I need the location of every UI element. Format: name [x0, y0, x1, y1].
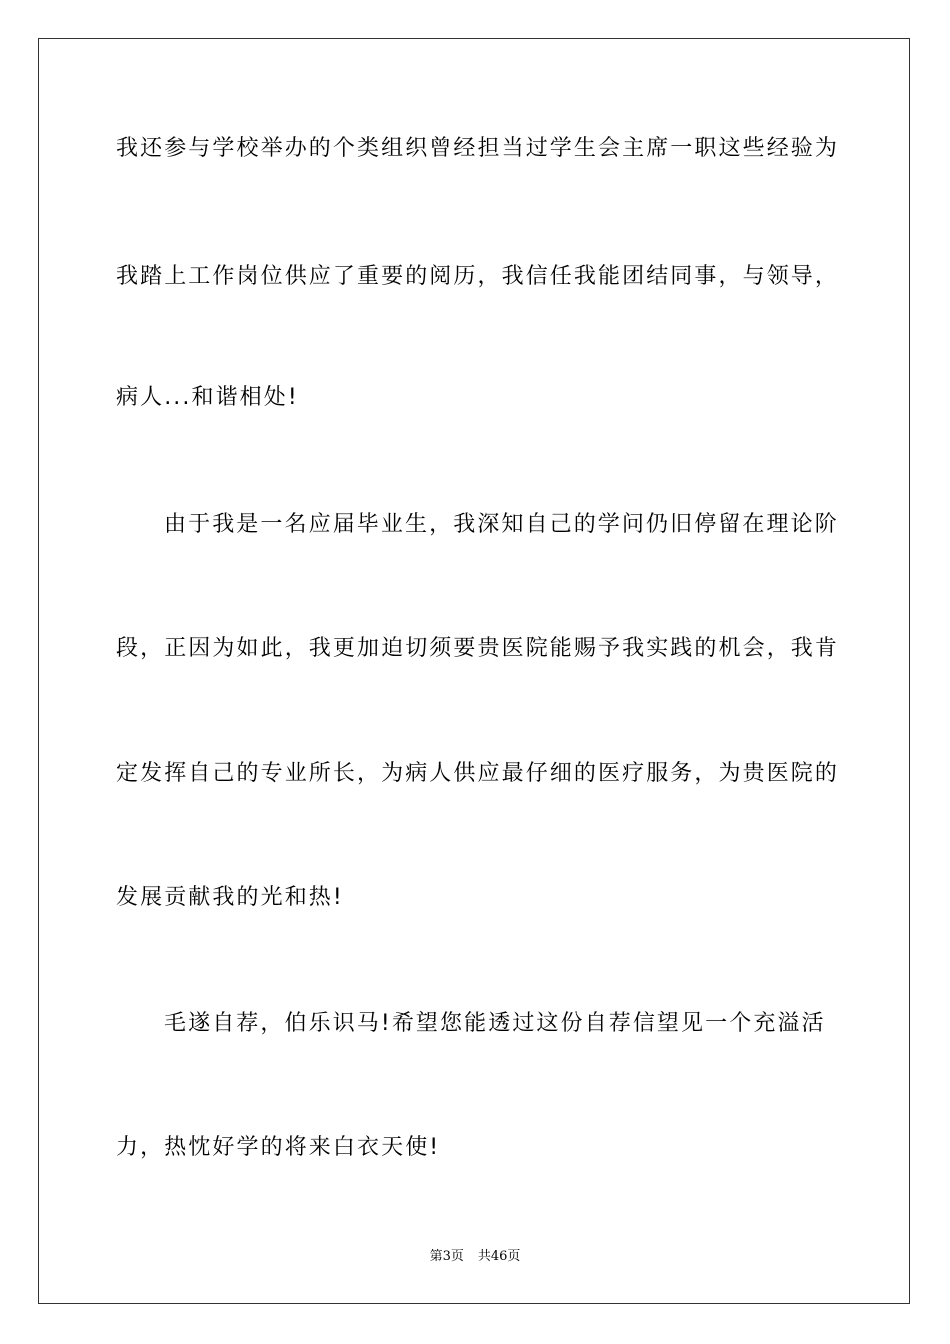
- paragraph-2-line-3: 定发挥自己的专业所长，为病人供应最仔细的医疗服务，为贵医院的: [116, 761, 840, 786]
- paragraph-1-line-1: 我还参与学校举办的个类组织曾经担当过学生会主席一职这些经验为: [116, 136, 840, 161]
- paragraph-2-line-2: 段，正因为如此，我更加迫切须要贵医院能赐予我实践的机会，我肯: [116, 636, 840, 661]
- current-page-number: 第3页: [429, 1249, 464, 1264]
- page-frame: [38, 38, 910, 1304]
- total-page-count: 共46页: [477, 1249, 521, 1264]
- paragraph-2-line-1: 由于我是一名应届毕业生，我深知自己的学问仍旧停留在理论阶: [164, 512, 839, 537]
- page-footer: [0, 1248, 950, 1266]
- paragraph-1-line-3: 病人...和谐相处!: [116, 385, 299, 410]
- paragraph-3-line-2: 力，热忱好学的将来白衣天使!: [116, 1135, 441, 1160]
- paragraph-2-line-4: 发展贡献我的光和热!: [116, 885, 344, 910]
- paragraph-3-line-1: 毛遂自荐，伯乐识马!希望您能透过这份自荐信望见一个充溢活: [164, 1011, 826, 1036]
- paragraph-1-line-2: 我踏上工作岗位供应了重要的阅历，我信任我能团结同事，与领导，: [116, 264, 840, 289]
